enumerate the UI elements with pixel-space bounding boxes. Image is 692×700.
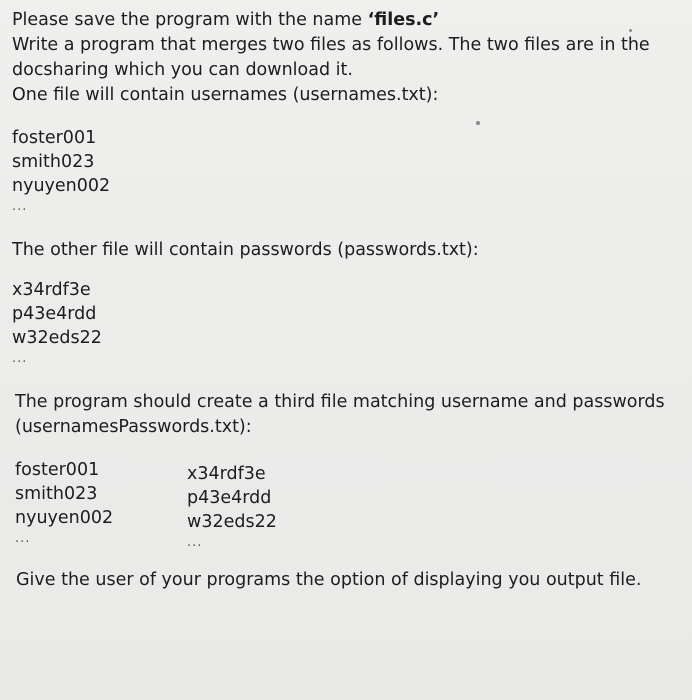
usernames-ellipsis: ... — [12, 199, 28, 214]
third-file-line-1: The program should create a third file matching username and passwords — [15, 392, 665, 412]
merged-username-item: nyuyen002 — [15, 508, 114, 528]
username-item: smith023 — [12, 152, 95, 172]
speck-dot — [629, 29, 632, 32]
passwords-intro: The other file will contain passwords (passwords.txt): — [12, 240, 479, 260]
password-item: p43e4rdd — [12, 304, 97, 324]
merged-password-item: x34rdf3e — [187, 464, 266, 484]
closing-line: Give the user of your programs the option of displaying you output file. — [16, 570, 642, 590]
merged-password-item: w32eds22 — [187, 512, 277, 532]
third-file-line-2: (usernamesPasswords.txt): — [15, 417, 252, 437]
intro-line-1 — [12, 8, 682, 33]
password-item: x34rdf3e — [12, 280, 91, 300]
program-filename: ‘files.c’ — [367, 10, 440, 30]
password-item: w32eds22 — [12, 328, 102, 348]
username-item: foster001 — [12, 128, 97, 148]
merged-passwords-column — [187, 462, 277, 552]
merged-passwords-ellipsis: ... — [187, 535, 203, 550]
merged-username-item: smith023 — [15, 484, 98, 504]
speck-dot — [476, 121, 480, 125]
username-item: nyuyen002 — [12, 176, 111, 196]
passwords-ellipsis: ... — [12, 351, 28, 366]
intro-line-4: One file will contain usernames (usernames.txt): — [12, 85, 439, 105]
merged-columns — [12, 458, 682, 556]
intro-line-2: Write a program that merges two files as follows. The two files are in the — [12, 35, 650, 55]
intro-line-3: docsharing which you can download it. — [12, 60, 353, 80]
merged-usernames-column — [15, 458, 113, 548]
merged-username-item: foster001 — [15, 460, 100, 480]
intro-line-1-text: Please save the program with the name — [12, 10, 368, 30]
merged-usernames-ellipsis: ... — [15, 531, 31, 546]
merged-password-item: p43e4rdd — [187, 488, 272, 508]
